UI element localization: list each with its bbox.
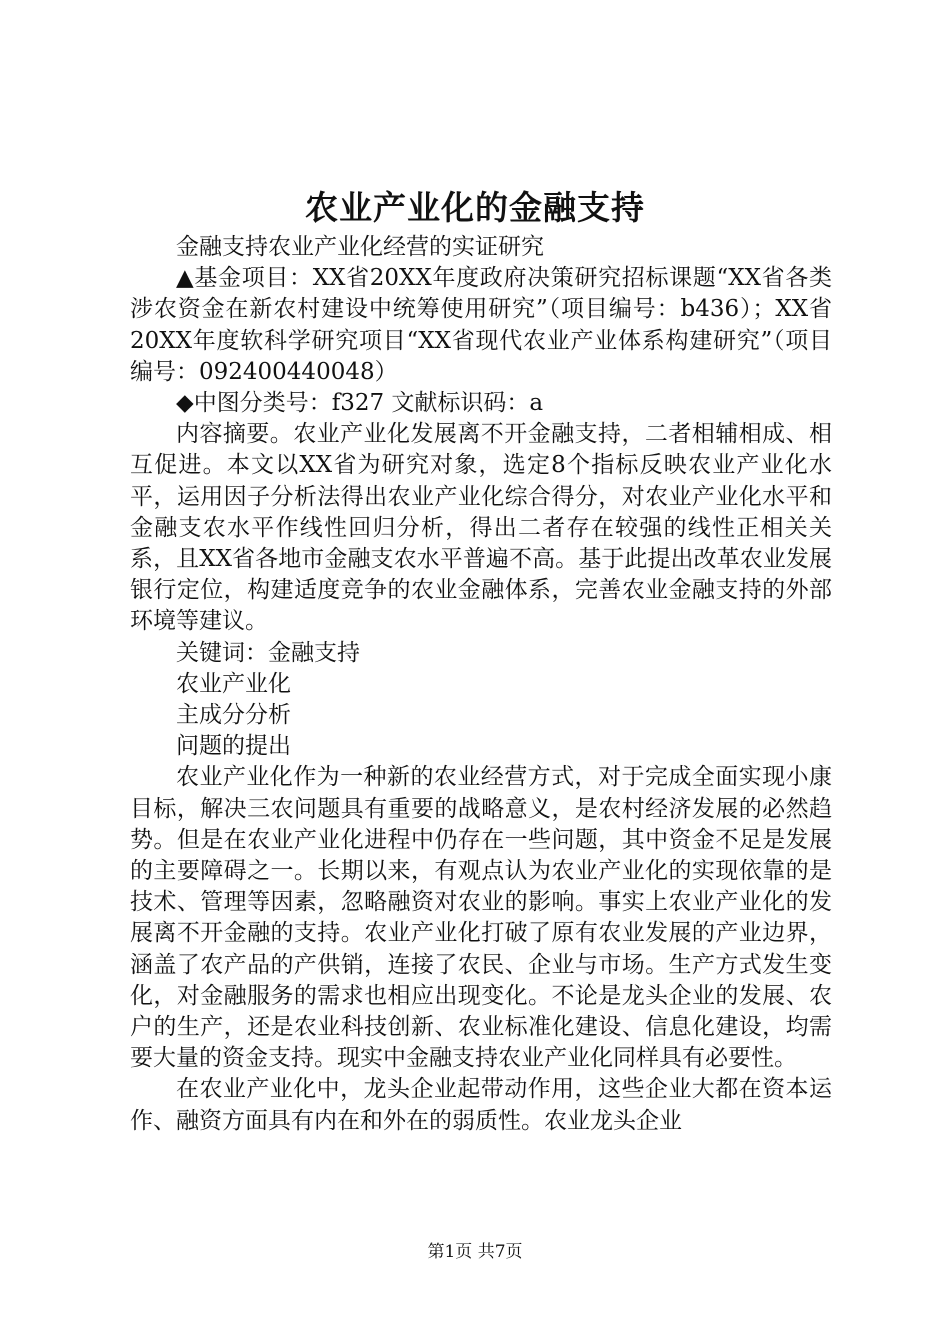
section-heading: 问题的提出: [176, 733, 291, 760]
subtitle-paragraph: 金融支持农业产业化经营的实证研究: [176, 234, 544, 260]
keyword-line: 农业产业化: [176, 670, 291, 697]
body-paragraph: 在农业产业化中，龙头企业起带动作用，这些企业大都在资本运作、融资方面具有内在和外在的弱质性。农业龙头企业: [130, 1076, 832, 1134]
body-paragraph: 农业产业化作为一种新的农业经营方式，对于完成全面实现小康目标，解决三农问题具有重要的战略意义，是农村经济发展的必然趋势。但是在农业产业化进程中仍存在一些问题，其中资金不足是发展的主要障碍之一。长期以来，有观点认为农业产业化的实现依靠的是技术、管理等因素，忽略融资对农业的影响。事实上农业产业化的发展离不开金融的支持。农业产业化打破了原有农业发展的产业边界，涵盖了农产品的产供销，连接了农民、企业与市场。生产方式发生变化，对金融服务的需求也相应出现变化。不论是龙头企业的发展、农户的生产，还是农业科技创新、农业标准化建设、信息化建设，均需要大量的资金支持。现实中金融支持农业产业化同样具有必要性。: [130, 764, 832, 1072]
document-title: 农业产业化的金融支持: [305, 188, 645, 227]
fund-project-paragraph: ▲基金项目：XX省20XX年度政府决策研究招标课题“XX省各类涉农资金在新农村建设中统筹使用研究”（项目编号：b436）；XX省20XX年度软科学研究项目“XX省现代农业产业体系构建研究”（项目编号：092400440048）: [130, 265, 832, 385]
keyword-line: 主成分分析: [176, 702, 291, 729]
abstract-paragraph: 内容摘要。农业产业化发展离不开金融支持，二者相辅相成、相互促进。本文以XX省为研究对象，选定8个指标反映农业产业化水平，运用因子分析法得出农业产业化综合得分，对农业产业化水平和金融支农水平作线性回归分析，得出二者存在较强的线性正相关关系，且XX省各地市金融支农水平普遍不高。基于此提出改革农业发展银行定位，构建适度竞争的农业金融体系，完善农业金融支持的外部环境等建议。: [130, 421, 832, 635]
keywords-paragraph: 关键词：金融支持: [176, 639, 360, 666]
classification-paragraph: ◆中图分类号：f327 文献标识码：a: [176, 390, 544, 417]
page-footer: 第1页 共7页: [427, 1242, 523, 1262]
document-body: [130, 232, 832, 1137]
